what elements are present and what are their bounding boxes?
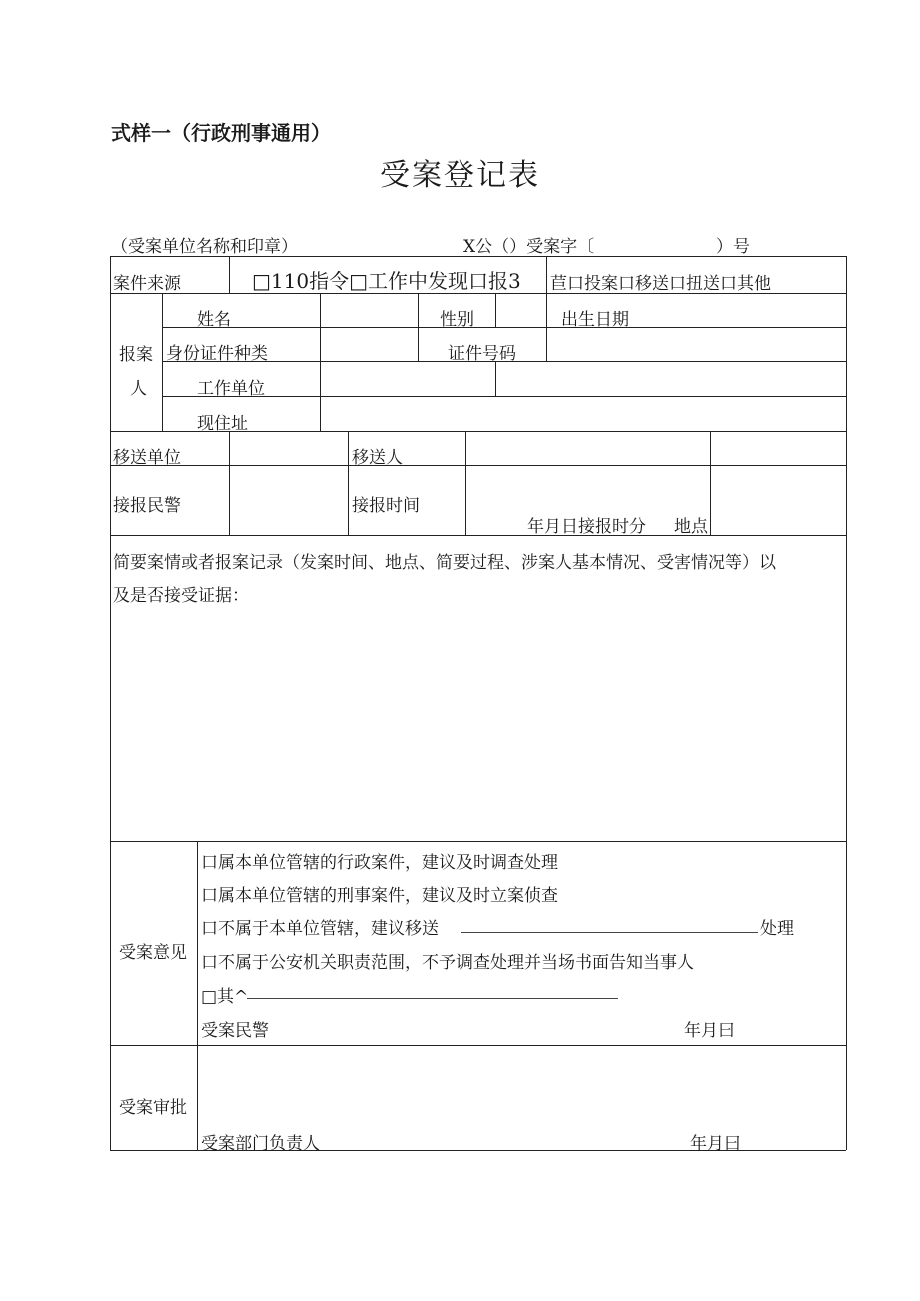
approval-head-label: 受案部门负责人 bbox=[201, 1134, 320, 1154]
style-label: 式样一（行政刑事通用） bbox=[111, 121, 331, 145]
approval-label: 受案审批 bbox=[119, 1098, 187, 1118]
reporter-label-b: 人 bbox=[130, 379, 147, 399]
employer-label: 工作单位 bbox=[197, 379, 265, 399]
other-detail-line[interactable] bbox=[247, 998, 618, 999]
id-type-label: 身份证件种类 bbox=[166, 344, 268, 364]
case-number-suffix: ）号 bbox=[716, 237, 750, 257]
receiving-place-label: 地点 bbox=[674, 517, 708, 537]
birth-date-label: 出生日期 bbox=[561, 310, 629, 330]
case-number-prefix: X公（）受案字〔 bbox=[463, 237, 595, 257]
receiving-time-label: 接报时间 bbox=[352, 496, 420, 516]
reporter-label-a: 报案 bbox=[119, 345, 153, 365]
id-number-label: 证件号码 bbox=[448, 344, 516, 364]
transfer-target-line[interactable] bbox=[461, 932, 758, 933]
page-title: 受案登记表 bbox=[380, 158, 540, 193]
case-source-options-b[interactable]: 苣口投案口移送口扭送口其他 bbox=[550, 274, 771, 294]
case-summary-line1: 简要案情或者报案记录（发案时间、地点、简要过程、涉案人基本情况、受害情况等）以 bbox=[113, 553, 776, 573]
opinion-option-criminal[interactable]: 口属本单位管辖的刑事案件，建议及时立案侦查 bbox=[201, 886, 558, 906]
case-summary-line2: 及是否接受证据： bbox=[113, 586, 249, 606]
case-source-options-a[interactable]: □110指令□工作中发现口报3 bbox=[252, 269, 521, 293]
opinion-officer-label: 受案民警 bbox=[201, 1021, 269, 1041]
opinion-option-other[interactable]: □其^ bbox=[201, 987, 249, 1007]
opinion-option-not-police[interactable]: 口不属于公安机关职责范围，不予调查处理并当场书面告知当事人 bbox=[201, 953, 694, 973]
opinion-date: 年月曰 bbox=[684, 1021, 735, 1041]
unit-seal-label: （受案单位名称和印章） bbox=[111, 237, 298, 257]
opinion-option-transfer-suffix: 处理 bbox=[760, 919, 794, 939]
receiving-officer-label: 接报民警 bbox=[113, 496, 181, 516]
receiving-time-detail: 年月日接报时分 bbox=[527, 517, 646, 537]
transfer-unit-label: 移送单位 bbox=[113, 448, 181, 468]
transfer-person-label: 移送人 bbox=[352, 448, 403, 468]
approval-date: 年月曰 bbox=[690, 1134, 741, 1154]
opinion-label: 受案意见 bbox=[119, 943, 187, 963]
address-label: 现住址 bbox=[197, 414, 248, 434]
opinion-option-transfer[interactable]: 口不属于本单位管辖，建议移送 bbox=[201, 919, 439, 939]
gender-label: 性别 bbox=[440, 310, 474, 330]
case-source-label: 案件来源 bbox=[113, 274, 181, 294]
name-label: 姓名 bbox=[197, 310, 231, 330]
opinion-option-admin[interactable]: 口属本单位管辖的行政案件，建议及时调查处理 bbox=[201, 853, 558, 873]
